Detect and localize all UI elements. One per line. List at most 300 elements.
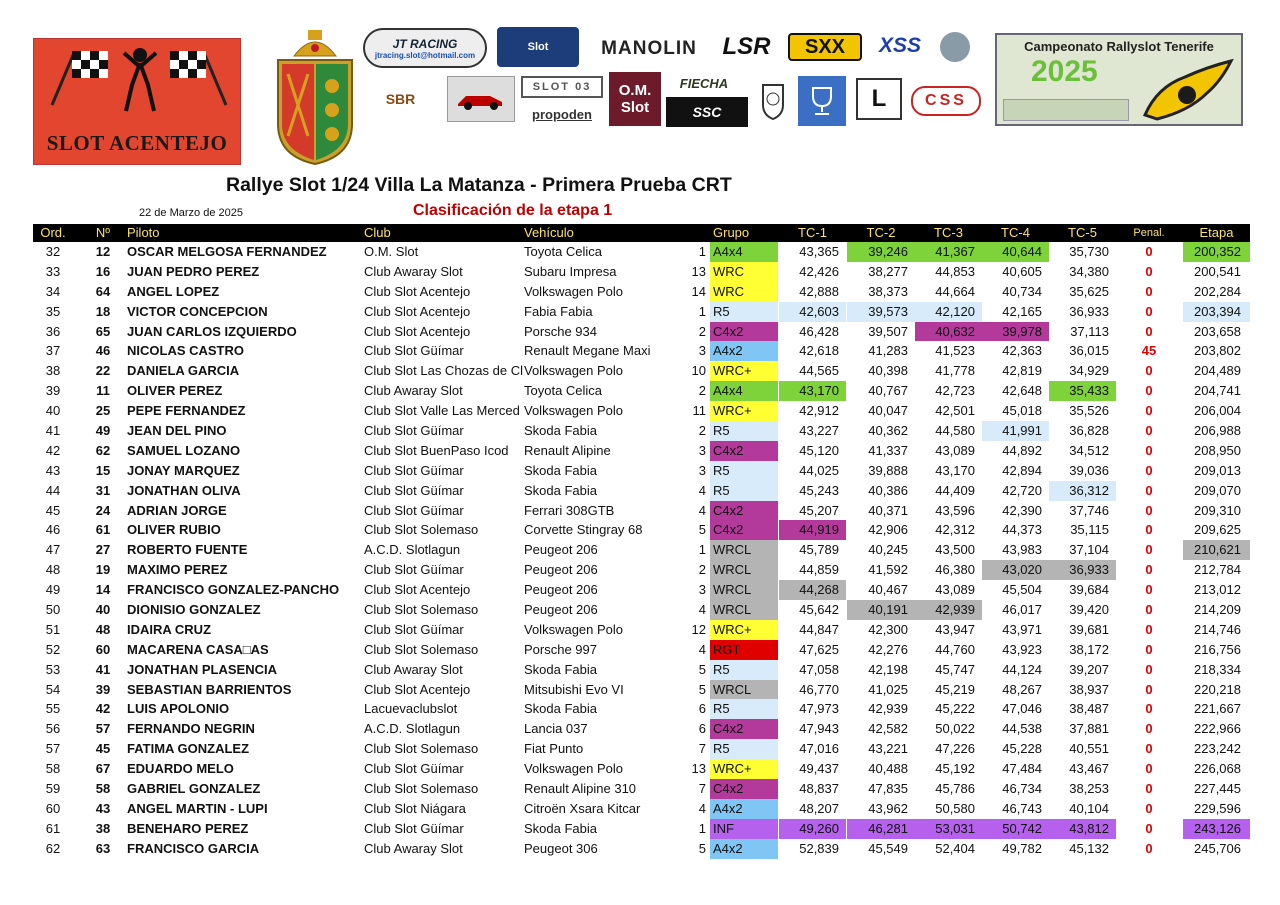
cell-tc2: 38,373 xyxy=(868,283,908,299)
cell-tc3: 45,786 xyxy=(935,781,975,797)
cell-tc5: 39,207 xyxy=(1069,661,1109,677)
event-date: 22 de Marzo de 2025 xyxy=(139,207,243,219)
cell-piloto: FATIMA GONZALEZ xyxy=(127,741,250,757)
cell-group-rank: 1 xyxy=(698,542,706,558)
cell-tc4: 47,484 xyxy=(1002,761,1042,777)
cell-penal: 0 xyxy=(1145,781,1153,797)
col-header-penal: Penal. xyxy=(1133,227,1165,239)
cell-tc2: 40,371 xyxy=(868,502,908,518)
cell-group-rank: 3 xyxy=(698,343,706,359)
cell-tc5: 40,551 xyxy=(1069,741,1109,757)
cell-tc1: 47,625 xyxy=(799,641,839,657)
cell-penal: 0 xyxy=(1145,641,1153,657)
cell-piloto: MACARENA CASA□AS xyxy=(127,641,269,657)
slot03-logo: SLOT 03 xyxy=(521,76,603,98)
cell-tc1: 52,839 xyxy=(799,840,839,856)
cell-tc2: 47,835 xyxy=(868,781,908,797)
cell-club: Club Slot Güímar xyxy=(364,343,464,359)
cell-group-rank: 1 xyxy=(698,244,706,259)
cell-ord: 44 xyxy=(45,482,61,498)
cell-vehiculo: Ferrari 308GTB xyxy=(524,502,615,518)
cell-group-rank: 4 xyxy=(698,502,706,518)
table-row xyxy=(33,580,1250,600)
cell-piloto: SAMUEL LOZANO xyxy=(127,442,241,458)
cell-ord: 60 xyxy=(45,800,61,816)
cell-number: 46 xyxy=(95,343,111,359)
cell-tc4: 43,971 xyxy=(1002,621,1042,637)
cell-tc3: 41,523 xyxy=(935,343,975,359)
cell-piloto: ANGEL MARTIN - LUPI xyxy=(127,800,268,816)
cell-tc5: 43,467 xyxy=(1069,761,1109,777)
cell-penal: 0 xyxy=(1145,502,1153,518)
cell-grupo: WRCL xyxy=(710,580,778,600)
cell-tc5: 39,420 xyxy=(1069,602,1109,618)
cell-piloto: SEBASTIAN BARRIENTOS xyxy=(127,681,292,697)
cell-vehiculo: Volkswagen Polo xyxy=(524,283,624,299)
cell-tc1: 44,268 xyxy=(779,580,846,600)
cell-penal: 0 xyxy=(1145,741,1153,757)
xss-logo: XSS xyxy=(878,34,922,57)
cell-piloto: JONATHAN OLIVA xyxy=(127,482,241,498)
cell-etapa: 203,394 xyxy=(1183,302,1250,322)
col-header-grupo: Grupo xyxy=(713,225,750,240)
sponsor-strip xyxy=(1003,99,1129,121)
cell-tc2: 40,362 xyxy=(868,423,908,439)
cell-tc3: 42,723 xyxy=(935,383,975,399)
cell-piloto: BENEHARO PEREZ xyxy=(127,820,249,836)
cell-etapa: 243,126 xyxy=(1183,819,1250,839)
cell-club: Club Slot Acentejo xyxy=(364,681,471,697)
jt-racing-text: JT RACING xyxy=(392,36,458,51)
cell-group-rank: 3 xyxy=(698,442,706,458)
cell-grupo: A4x2 xyxy=(710,839,778,859)
cell-club: Club Slot Güímar xyxy=(364,621,464,637)
cell-tc5: 37,881 xyxy=(1069,721,1109,737)
cell-tc3: 50,580 xyxy=(935,800,975,816)
cell-tc5: 35,526 xyxy=(1069,403,1109,419)
cell-tc2: 41,283 xyxy=(868,343,908,359)
l-logo: L xyxy=(856,78,902,120)
cell-etapa: 210,621 xyxy=(1183,540,1250,560)
cell-etapa: 220,218 xyxy=(1194,681,1241,697)
cell-grupo: C4x2 xyxy=(710,520,778,540)
cell-number: 24 xyxy=(95,502,111,518)
cell-tc2: 40,488 xyxy=(868,761,908,777)
table-row xyxy=(33,322,1250,342)
table-row xyxy=(33,540,1250,560)
cell-piloto: OLIVER PEREZ xyxy=(127,383,223,399)
checkered-flag-icon xyxy=(164,47,234,107)
cell-piloto: VICTOR CONCEPCION xyxy=(127,303,268,319)
cell-tc1: 42,618 xyxy=(799,343,839,359)
cell-grupo: A4x4 xyxy=(710,242,778,262)
cell-group-rank: 13 xyxy=(691,263,706,279)
cell-club: A.C.D. Slotlagun xyxy=(364,721,461,737)
cell-group-rank: 2 xyxy=(698,323,706,339)
cell-tc4: 46,017 xyxy=(1002,602,1042,618)
cell-piloto: EDUARDO MELO xyxy=(127,761,234,777)
cell-vehiculo: Renault Megane Maxi xyxy=(524,343,651,359)
cell-etapa: 200,352 xyxy=(1183,242,1250,262)
cell-tc1: 47,058 xyxy=(799,661,839,677)
cell-number: 61 xyxy=(95,522,111,538)
trophy-icon xyxy=(807,84,837,118)
cell-number: 67 xyxy=(95,761,111,777)
manolin-logo: MANOLIN xyxy=(601,38,697,59)
cell-vehiculo: Skoda Fabia xyxy=(524,661,597,677)
cell-penal: 0 xyxy=(1145,383,1153,399)
cell-tc3: 52,404 xyxy=(935,840,975,856)
cell-club: Club Slot Acentejo xyxy=(364,283,471,299)
cell-vehiculo: Skoda Fabia xyxy=(524,701,597,717)
cell-etapa: 203,802 xyxy=(1194,343,1241,359)
cell-tc1: 49,260 xyxy=(779,819,846,839)
cell-tc1: 45,243 xyxy=(799,482,839,498)
cell-etapa: 209,625 xyxy=(1194,522,1241,538)
checkered-flag-icon xyxy=(44,47,114,107)
cell-etapa: 202,284 xyxy=(1194,283,1241,299)
cell-vehiculo: Peugeot 306 xyxy=(524,840,598,856)
cell-club: Club Slot Solemaso xyxy=(364,522,479,538)
cell-club: Club Slot Güímar xyxy=(364,482,464,498)
cell-penal: 0 xyxy=(1145,661,1153,677)
jt-racing-email: jtracing.slot@hotmail.com xyxy=(374,50,476,60)
cell-etapa: 229,596 xyxy=(1194,800,1241,816)
cell-ord: 47 xyxy=(45,542,61,558)
cell-ord: 45 xyxy=(45,502,61,518)
cell-tc5: 36,312 xyxy=(1049,481,1116,501)
cell-tc2: 42,582 xyxy=(868,721,908,737)
cell-tc5: 36,933 xyxy=(1069,303,1109,319)
cell-tc4: 40,734 xyxy=(1002,283,1042,299)
cell-tc2: 41,337 xyxy=(868,442,908,458)
results-table xyxy=(33,224,1250,859)
cell-grupo: C4x2 xyxy=(710,719,778,739)
slot-team-logo: Slot xyxy=(497,27,579,67)
stage-subtitle: Clasificación de la etapa 1 xyxy=(413,202,613,219)
cell-vehiculo: Peugeot 206 xyxy=(524,542,598,558)
cell-grupo: A4x2 xyxy=(710,799,778,819)
cell-tc2: 42,906 xyxy=(868,522,908,538)
cell-group-rank: 7 xyxy=(698,781,706,797)
cell-ord: 52 xyxy=(45,641,61,657)
cell-tc3: 44,664 xyxy=(935,283,975,299)
cell-piloto: JUAN CARLOS IZQUIERDO xyxy=(127,323,297,339)
cell-vehiculo: Peugeot 206 xyxy=(524,602,598,618)
cell-vehiculo: Renault Alipine xyxy=(524,442,611,458)
cell-vehiculo: Subaru Impresa xyxy=(524,263,617,279)
cell-ord: 56 xyxy=(45,721,61,737)
cell-vehiculo: Renault Alipine 310 xyxy=(524,781,637,797)
col-header-tc4: TC-4 xyxy=(1001,225,1030,240)
table-row xyxy=(33,441,1250,461)
cell-tc5: 39,681 xyxy=(1069,621,1109,637)
cell-piloto: JONAY MARQUEZ xyxy=(127,462,240,478)
css-logo: CSS xyxy=(911,86,981,116)
cell-number: 58 xyxy=(95,781,111,797)
cell-vehiculo: Volkswagen Polo xyxy=(524,621,624,637)
cell-penal: 0 xyxy=(1145,820,1153,836)
cell-grupo: R5 xyxy=(710,699,778,719)
cell-penal: 0 xyxy=(1145,244,1153,259)
cell-grupo: A4x2 xyxy=(710,341,778,361)
table-row xyxy=(33,819,1250,839)
cell-club: Club Awaray Slot xyxy=(364,383,463,399)
cell-club: Club Slot Solemaso xyxy=(364,641,479,657)
col-header-piloto: Piloto xyxy=(127,225,160,240)
cell-group-rank: 13 xyxy=(691,761,706,777)
cell-club: Club Slot Güímar xyxy=(364,502,464,518)
cell-ord: 35 xyxy=(45,303,61,319)
cell-tc2: 40,245 xyxy=(868,542,908,558)
table-row xyxy=(33,361,1250,381)
table-row xyxy=(33,660,1250,680)
table-row xyxy=(33,461,1250,481)
col-header-etapa: Etapa xyxy=(1199,225,1234,240)
championship-logo xyxy=(995,33,1243,126)
table-row xyxy=(33,282,1250,302)
cell-tc4: 42,819 xyxy=(1002,363,1042,379)
cell-penal: 0 xyxy=(1145,323,1153,339)
cell-etapa: 226,068 xyxy=(1194,761,1241,777)
table-row xyxy=(33,560,1250,580)
cell-ord: 42 xyxy=(45,442,61,458)
cell-penal: 0 xyxy=(1145,423,1153,439)
cell-number: 25 xyxy=(95,403,111,419)
table-row xyxy=(33,381,1250,401)
cell-vehiculo: Peugeot 206 xyxy=(524,562,598,578)
cell-vehiculo: Corvette Stingray 68 xyxy=(524,522,643,538)
cell-club: A.C.D. Slotlagun xyxy=(364,542,461,558)
cell-tc1: 45,120 xyxy=(799,442,839,458)
cell-tc3: 43,596 xyxy=(935,502,975,518)
cell-piloto: JONATHAN PLASENCIA xyxy=(127,661,277,677)
cell-tc2: 41,025 xyxy=(868,681,908,697)
cell-tc3: 44,853 xyxy=(935,263,975,279)
table-row xyxy=(33,680,1250,700)
cell-tc3: 43,089 xyxy=(935,582,975,598)
cell-penal: 0 xyxy=(1145,462,1153,478)
cell-grupo: R5 xyxy=(710,481,778,501)
cell-number: 39 xyxy=(95,681,111,697)
cell-group-rank: 5 xyxy=(698,681,706,697)
cell-number: 43 xyxy=(95,800,111,816)
cell-tc1: 43,365 xyxy=(799,244,839,259)
cell-tc4: 45,504 xyxy=(1002,582,1042,598)
cell-etapa: 206,988 xyxy=(1194,423,1241,439)
cell-grupo: R5 xyxy=(710,660,778,680)
racing-car-icon xyxy=(456,88,506,110)
fiecha-logo: FIECHA xyxy=(679,75,729,91)
cell-number: 63 xyxy=(95,840,111,856)
cell-tc3: 44,580 xyxy=(935,423,975,439)
table-row xyxy=(33,262,1250,282)
cell-tc4: 44,892 xyxy=(1002,442,1042,458)
cell-tc3: 40,632 xyxy=(915,322,982,342)
cell-etapa: 209,013 xyxy=(1194,462,1241,478)
table-row xyxy=(33,401,1250,421)
table-row xyxy=(33,421,1250,441)
cell-penal: 0 xyxy=(1145,303,1153,319)
cell-tc3: 43,500 xyxy=(935,542,975,558)
cell-club: Club Slot Güímar xyxy=(364,820,464,836)
cell-grupo: C4x2 xyxy=(710,779,778,799)
cell-tc2: 39,507 xyxy=(868,323,908,339)
checkered-sponsor-logo xyxy=(447,76,515,122)
cell-group-rank: 1 xyxy=(698,303,706,319)
cell-number: 41 xyxy=(95,661,111,677)
cell-group-rank: 2 xyxy=(698,383,706,399)
cell-tc5: 43,812 xyxy=(1049,819,1116,839)
table-body xyxy=(33,242,1250,859)
cell-ord: 32 xyxy=(45,244,61,259)
cell-group-rank: 6 xyxy=(698,701,706,717)
cell-vehiculo: Volkswagen Polo xyxy=(524,761,624,777)
cell-grupo: A4x4 xyxy=(710,381,778,401)
col-header-tc3: TC-3 xyxy=(934,225,963,240)
cell-group-rank: 5 xyxy=(698,840,706,856)
cell-club: Club Slot Güímar xyxy=(364,562,464,578)
cell-piloto: LUIS APOLONIO xyxy=(127,701,230,717)
cell-tc5: 37,104 xyxy=(1069,542,1109,558)
cell-club: Club Slot Valle Las Merced xyxy=(364,403,520,419)
cell-ord: 59 xyxy=(45,781,61,797)
coat-of-arms-icon xyxy=(274,26,356,166)
cell-tc1: 48,207 xyxy=(799,800,839,816)
col-header-tc5: TC-5 xyxy=(1068,225,1097,240)
table-row xyxy=(33,242,1250,262)
cell-vehiculo: Mitsubishi Evo VI xyxy=(524,681,624,697)
cell-ord: 61 xyxy=(45,820,61,836)
cell-tc4: 40,605 xyxy=(1002,263,1042,279)
cell-grupo: C4x2 xyxy=(710,441,778,461)
cell-tc4: 44,373 xyxy=(1002,522,1042,538)
cell-piloto: OSCAR MELGOSA FERNANDEZ xyxy=(127,244,327,259)
cell-etapa: 223,242 xyxy=(1194,741,1241,757)
cell-piloto: MAXIMO PEREZ xyxy=(127,562,228,578)
cell-penal: 0 xyxy=(1145,800,1153,816)
cell-vehiculo: Fiat Punto xyxy=(524,741,584,757)
cell-number: 45 xyxy=(95,741,111,757)
cell-etapa: 213,012 xyxy=(1194,582,1241,598)
table-row xyxy=(33,501,1250,521)
cell-tc4: 44,538 xyxy=(1002,721,1042,737)
cell-etapa: 209,070 xyxy=(1194,482,1241,498)
cell-penal: 0 xyxy=(1145,363,1153,379)
cell-tc4: 45,018 xyxy=(1002,403,1042,419)
table-row xyxy=(33,699,1250,719)
table-row xyxy=(33,481,1250,501)
col-header-club: Club xyxy=(364,225,391,240)
cell-etapa: 245,706 xyxy=(1194,840,1241,856)
cell-tc1: 44,565 xyxy=(799,363,839,379)
cell-number: 22 xyxy=(95,363,111,379)
cell-tc2: 40,386 xyxy=(868,482,908,498)
cell-ord: 50 xyxy=(45,602,61,618)
cell-tc5: 34,380 xyxy=(1069,263,1109,279)
cell-club: Club Slot Niágara xyxy=(364,800,466,816)
cell-vehiculo: Citroën Xsara Kitcar xyxy=(524,800,641,816)
cell-number: 40 xyxy=(95,602,111,618)
cell-club: Club Slot Las Chozas de Cl xyxy=(364,363,523,379)
cell-group-rank: 4 xyxy=(698,800,706,816)
cell-club: Lacuevaclubslot xyxy=(364,701,458,717)
cell-group-rank: 14 xyxy=(691,283,706,299)
cell-piloto: GABRIEL GONZALEZ xyxy=(127,781,261,797)
cell-grupo: WRC+ xyxy=(710,759,778,779)
cell-etapa: 208,950 xyxy=(1194,442,1241,458)
cell-piloto: IDAIRA CRUZ xyxy=(127,621,212,637)
cell-tc3: 43,947 xyxy=(935,621,975,637)
cell-penal: 0 xyxy=(1145,840,1153,856)
sxx-logo: SXX xyxy=(788,33,862,61)
cell-tc5: 35,625 xyxy=(1069,283,1109,299)
cell-penal: 0 xyxy=(1145,542,1153,558)
cell-tc4: 41,991 xyxy=(982,421,1049,441)
cell-ord: 46 xyxy=(45,522,61,538)
cell-piloto: OLIVER RUBIO xyxy=(127,522,221,538)
championship-year: 2025 xyxy=(1031,55,1098,88)
cell-penal: 0 xyxy=(1145,761,1153,777)
cell-group-rank: 4 xyxy=(698,641,706,657)
cell-tc4: 43,983 xyxy=(1002,542,1042,558)
cell-ord: 53 xyxy=(45,661,61,677)
cell-number: 49 xyxy=(95,423,111,439)
cell-penal: 0 xyxy=(1145,263,1153,279)
cell-tc5: 39,684 xyxy=(1069,582,1109,598)
cell-ord: 37 xyxy=(45,343,61,359)
cell-penal: 0 xyxy=(1145,582,1153,598)
cell-tc5: 34,512 xyxy=(1069,442,1109,458)
cell-vehiculo: Skoda Fabia xyxy=(524,462,597,478)
cell-tc4: 49,782 xyxy=(1002,840,1042,856)
cell-etapa: 216,756 xyxy=(1194,641,1241,657)
cell-grupo: WRC+ xyxy=(710,401,778,421)
driver-silhouette-icon xyxy=(120,45,160,115)
cell-vehiculo: Volkswagen Polo xyxy=(524,403,624,419)
cell-group-rank: 4 xyxy=(698,482,706,498)
cell-club: Club Awaray Slot xyxy=(364,661,463,677)
cell-number: 31 xyxy=(95,482,111,498)
cell-etapa: 218,334 xyxy=(1194,661,1241,677)
cell-tc4: 46,734 xyxy=(1002,781,1042,797)
cell-etapa: 209,310 xyxy=(1194,502,1241,518)
table-row xyxy=(33,739,1250,759)
table-row xyxy=(33,779,1250,799)
cell-grupo: WRC xyxy=(710,262,778,282)
cell-tc4: 43,923 xyxy=(1002,641,1042,657)
cell-vehiculo: Toyota Celica xyxy=(524,244,603,259)
cell-tc1: 44,859 xyxy=(799,562,839,578)
cell-piloto: ROBERTO FUENTE xyxy=(127,542,248,558)
cell-tc2: 45,549 xyxy=(868,840,908,856)
cell-club: Club Slot Güímar xyxy=(364,423,464,439)
cell-group-rank: 11 xyxy=(692,403,706,419)
cell-etapa: 204,741 xyxy=(1194,383,1241,399)
cell-tc5: 36,828 xyxy=(1069,423,1109,439)
cell-club: Club Slot Solemaso xyxy=(364,741,479,757)
cell-ord: 57 xyxy=(45,741,61,757)
cell-tc2: 40,467 xyxy=(868,582,908,598)
cell-tc1: 44,025 xyxy=(799,462,839,478)
cell-etapa: 214,746 xyxy=(1194,621,1241,637)
cell-tc2: 39,246 xyxy=(847,242,915,262)
cell-tc3: 42,939 xyxy=(915,600,982,620)
cell-penal: 0 xyxy=(1145,681,1153,697)
cell-ord: 40 xyxy=(45,403,61,419)
cell-piloto: JUAN PEDRO PEREZ xyxy=(127,263,260,279)
cell-ord: 54 xyxy=(45,681,61,697)
